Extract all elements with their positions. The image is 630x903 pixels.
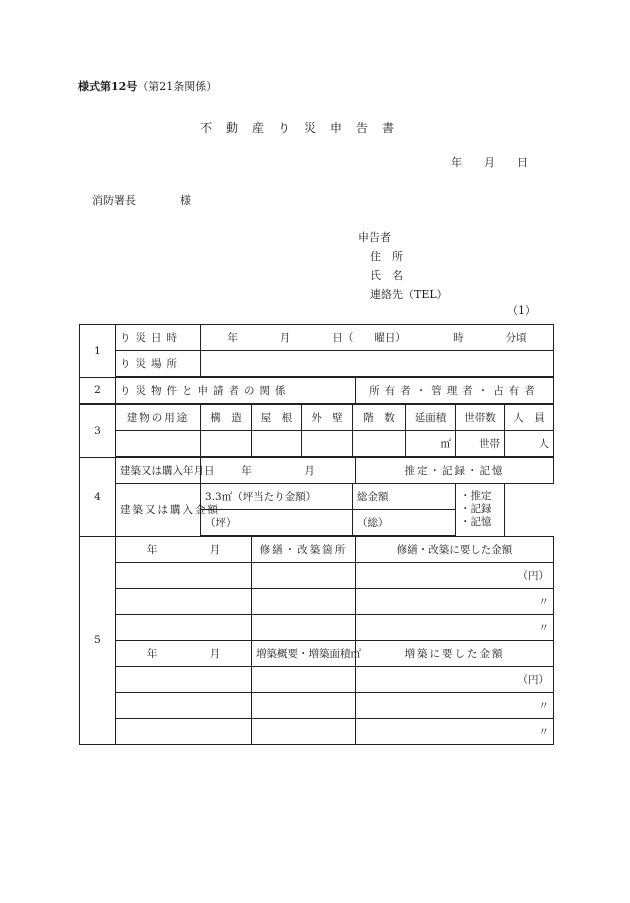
section-5-number: 5 bbox=[80, 536, 116, 745]
repair-cost-row-2[interactable] bbox=[356, 589, 554, 615]
disaster-date-field[interactable]: 年 月 日（ 曜日） 時 分頃 bbox=[201, 325, 554, 351]
extension-summary-header: 増築概要・増築面積㎡ bbox=[252, 641, 356, 667]
repair-cost-row-1[interactable] bbox=[356, 563, 554, 589]
ditto-mark: 〃 bbox=[538, 596, 549, 608]
form-relation: （第21条関係） bbox=[137, 80, 218, 93]
basis-estimate: ・推定 bbox=[460, 490, 492, 503]
repair-ym-row-2[interactable] bbox=[116, 589, 252, 615]
extension-summary-row-3[interactable] bbox=[252, 719, 356, 745]
repair-place-row-2[interactable] bbox=[252, 589, 356, 615]
repair-place-header: 修繕・改築箇所 bbox=[252, 536, 356, 563]
repair-cost-row-3[interactable] bbox=[356, 615, 554, 641]
applicant-label: 申告者 bbox=[358, 231, 391, 244]
floors-field[interactable] bbox=[353, 431, 406, 458]
ditto-mark: 〃 bbox=[538, 726, 549, 738]
applicant-address: 住 所 bbox=[370, 250, 403, 263]
page-number: （1） bbox=[507, 304, 536, 317]
extension-ym-row-3[interactable] bbox=[116, 719, 252, 745]
form-number bbox=[78, 80, 217, 94]
section-4-number: 4 bbox=[80, 457, 116, 536]
extension-ym-row-2[interactable] bbox=[116, 693, 252, 719]
yen-unit: （円） bbox=[517, 570, 549, 582]
amount-basis-options[interactable] bbox=[456, 484, 505, 537]
build-date-label: 建築又は購入年月日 bbox=[116, 457, 201, 484]
roof-field[interactable] bbox=[252, 431, 302, 458]
repair-ym-header: 年 月 bbox=[116, 536, 252, 563]
disaster-report-table bbox=[79, 324, 554, 745]
document-title: 不動産り災申告書 bbox=[200, 121, 409, 135]
ditto-mark: 〃 bbox=[538, 700, 549, 712]
total-field[interactable] bbox=[353, 510, 456, 537]
disaster-place-field[interactable] bbox=[201, 351, 554, 378]
repair-cost-header: 修繕・改築に要した金額 bbox=[356, 536, 554, 563]
repair-ym-row-3[interactable] bbox=[116, 615, 252, 641]
outer-wall-field[interactable] bbox=[302, 431, 353, 458]
build-date-field[interactable]: 年 月 bbox=[201, 457, 356, 484]
section-3-number: 3 bbox=[80, 404, 116, 457]
date-line: 年 月 日 bbox=[451, 156, 528, 169]
extension-cost-row-3[interactable] bbox=[356, 719, 554, 745]
total-unit: （総） bbox=[357, 517, 389, 529]
section-1-number: 1 bbox=[80, 325, 116, 378]
applicant-name: 氏 名 bbox=[370, 269, 403, 282]
building-use-field[interactable] bbox=[116, 431, 201, 458]
total-amount-label: 総金額 bbox=[353, 484, 456, 510]
yen-unit: （円） bbox=[517, 674, 549, 686]
structure-field[interactable] bbox=[201, 431, 252, 458]
structure-header: 構 造 bbox=[201, 404, 252, 431]
floor-area-unit: ㎡ bbox=[440, 438, 451, 450]
extension-ym-header: 年 月 bbox=[116, 641, 252, 667]
extension-summary-row-1[interactable] bbox=[252, 667, 356, 693]
basis-record: ・記録 bbox=[460, 503, 492, 516]
basis-memory: ・記憶 bbox=[460, 516, 492, 529]
households-header: 世帯数 bbox=[456, 404, 505, 431]
disaster-date-label: り災日時 bbox=[116, 325, 201, 351]
extension-cost-row-2[interactable] bbox=[356, 693, 554, 719]
section-2-number: 2 bbox=[80, 377, 116, 404]
per-tsubo-label: 3.3㎡（坪当たり金額） bbox=[201, 484, 353, 510]
people-unit: 人 bbox=[538, 438, 549, 450]
build-amount-label: 建築又は購入金額 bbox=[116, 484, 201, 537]
repair-ym-row-1[interactable] bbox=[116, 563, 252, 589]
tsubo-unit: （坪） bbox=[205, 517, 237, 529]
households-field[interactable] bbox=[456, 431, 505, 458]
addressee: 消防署長 様 bbox=[92, 194, 191, 207]
floors-header: 階 数 bbox=[353, 404, 406, 431]
form-number-text: 様式第12号 bbox=[78, 80, 138, 93]
people-header: 人 員 bbox=[505, 404, 554, 431]
people-field[interactable] bbox=[505, 431, 554, 458]
basis-options[interactable]: 推定・記録・記憶 bbox=[356, 457, 554, 484]
disaster-place-label: り災場所 bbox=[116, 351, 201, 378]
outer-wall-header: 外 壁 bbox=[302, 404, 353, 431]
building-use-header: 建物の用途 bbox=[116, 404, 201, 431]
relation-label: り災物件と申請者の関係 bbox=[116, 377, 356, 404]
applicant-contact: 連絡先（TEL） bbox=[370, 288, 448, 301]
extension-cost-row-1[interactable] bbox=[356, 667, 554, 693]
extension-cost-header: 増築に要した金額 bbox=[356, 641, 554, 667]
ditto-mark: 〃 bbox=[538, 622, 549, 634]
roof-header: 屋 根 bbox=[252, 404, 302, 431]
repair-place-row-3[interactable] bbox=[252, 615, 356, 641]
repair-place-row-1[interactable] bbox=[252, 563, 356, 589]
applicant-block bbox=[358, 231, 448, 307]
tsubo-field[interactable] bbox=[201, 510, 353, 537]
extension-ym-row-1[interactable] bbox=[116, 667, 252, 693]
relation-options[interactable]: 所有者・管理者・占有者 bbox=[356, 377, 554, 404]
households-unit: 世帯 bbox=[479, 438, 500, 450]
floor-area-header: 延面積 bbox=[406, 404, 456, 431]
floor-area-field[interactable] bbox=[406, 431, 456, 458]
extension-summary-row-2[interactable] bbox=[252, 693, 356, 719]
